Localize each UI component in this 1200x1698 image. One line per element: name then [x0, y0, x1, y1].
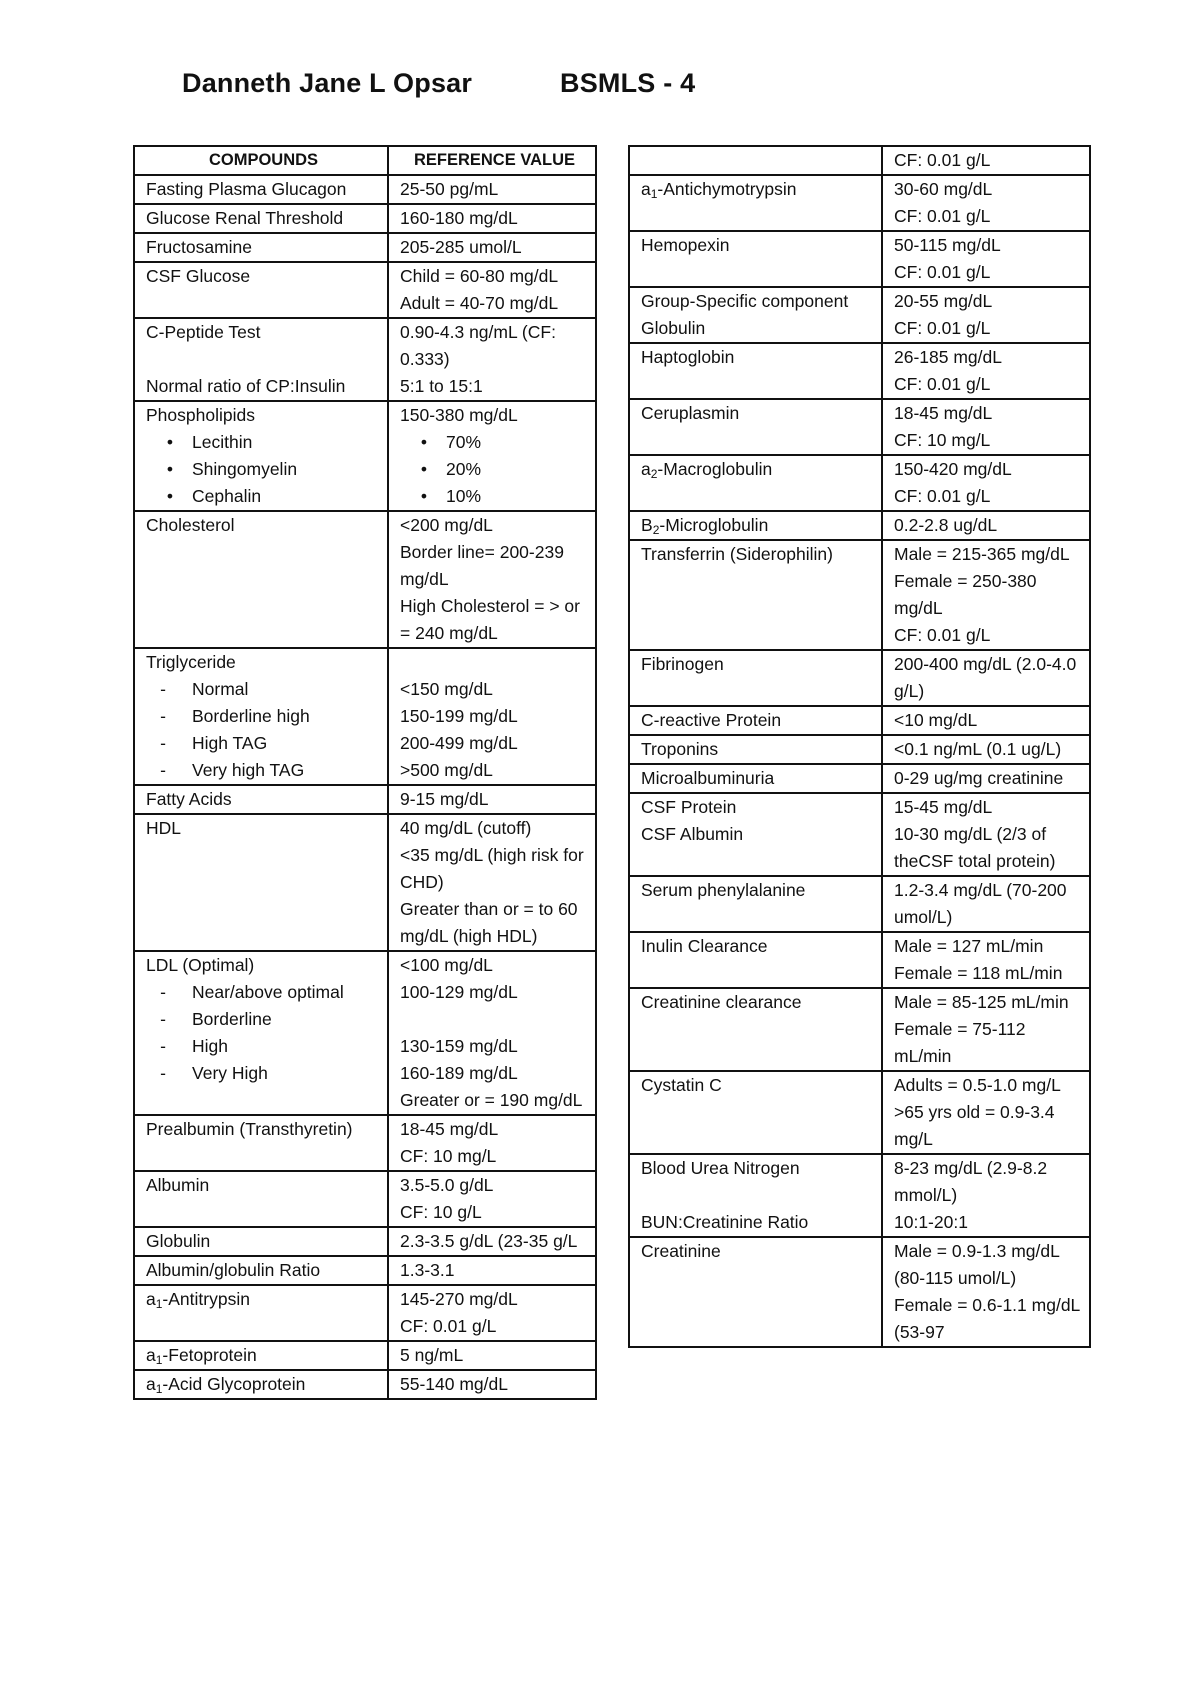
compound-cell	[629, 876, 882, 932]
list-item-text: 10%	[446, 486, 482, 506]
cell-line: 5:1 to 15:1	[400, 376, 483, 396]
reference-value-cell	[882, 175, 1090, 231]
list-item	[146, 456, 381, 483]
list-item	[146, 483, 381, 510]
reference-value-cell	[882, 988, 1090, 1071]
compound-cell	[629, 455, 882, 511]
list-item	[400, 429, 589, 456]
cell-line	[146, 1342, 381, 1369]
cell-line: 3.5-5.0 g/dL	[400, 1175, 494, 1195]
cell-line: Female = 0.6-1.1 mg/dL (53-97	[894, 1295, 1085, 1342]
cell-line: 1.3-3.1	[400, 1260, 455, 1280]
cell-line: High Cholesterol = > or = 240 mg/dL	[400, 596, 585, 643]
cell-line: Prealbumin (Transthyretin)	[146, 1119, 353, 1139]
compound-cell	[629, 343, 882, 399]
list-item	[146, 1033, 381, 1060]
compound-cell	[134, 1341, 388, 1370]
reference-value-cell	[882, 932, 1090, 988]
table-row	[134, 233, 596, 262]
course-label: BSMLS - 4	[560, 68, 696, 98]
table-row	[134, 951, 596, 1115]
table-row	[629, 287, 1090, 343]
cell-line: 150-380 mg/dL	[400, 405, 518, 425]
compound-cell	[629, 988, 882, 1071]
compound-cell	[134, 262, 388, 318]
reference-value-cell	[388, 1285, 596, 1341]
cell-line: Blood Urea Nitrogen	[641, 1158, 800, 1178]
cell-line: Glucose Renal Threshold	[146, 208, 344, 228]
bullet-icon: •	[166, 432, 174, 452]
cell-line: 10:1-20:1	[894, 1212, 968, 1232]
compound-cell	[629, 650, 882, 706]
cell-line: 5 ng/mL	[400, 1345, 464, 1365]
table-row	[629, 793, 1090, 876]
list-item	[400, 483, 589, 510]
cell-line	[641, 176, 875, 203]
subscript: 1	[155, 1297, 163, 1311]
cell-line: 18-45 mg/dL	[894, 403, 993, 423]
compound-cell	[629, 1154, 882, 1237]
reference-value-cell	[882, 735, 1090, 764]
table-row	[629, 650, 1090, 706]
bullet-icon: •	[420, 459, 428, 479]
reference-value-cell	[882, 231, 1090, 287]
table-row	[629, 231, 1090, 287]
cell-line	[641, 147, 875, 174]
table-row	[629, 1071, 1090, 1154]
compound-cell	[134, 1227, 388, 1256]
cell-line: 15-45 mg/dL	[894, 797, 993, 817]
cell-line: 1.2-3.4 mg/dL (70-200 umol/L)	[894, 880, 1072, 927]
subscript: 1	[650, 187, 658, 201]
list-item-text: High TAG	[192, 733, 268, 753]
list-item-text: 20%	[446, 459, 482, 479]
list-item-text: Shingomyelin	[192, 459, 298, 479]
left-table-body	[134, 175, 596, 1399]
cell-line: CF: 0.01 g/L	[894, 374, 991, 394]
cell-line: Fasting Plasma Glucagon	[146, 179, 347, 199]
list-item	[146, 676, 381, 703]
cell-line: 10-30 mg/dL (2/3 of theCSF total protein)	[894, 824, 1056, 871]
cell-line: C-reactive Protein	[641, 710, 782, 730]
cell-line: 0-29 ug/mg creatinine	[894, 768, 1064, 788]
dash-mark: -	[160, 1009, 166, 1029]
dash-mark: -	[160, 760, 166, 780]
compound-cell	[629, 1237, 882, 1347]
cell-line: Creatinine clearance	[641, 992, 802, 1012]
reference-value-cell	[388, 318, 596, 401]
reference-value-cell	[882, 455, 1090, 511]
table-row	[134, 1256, 596, 1285]
cell-line: Adult = 40-70 mg/dL	[400, 293, 559, 313]
compound-cell	[629, 231, 882, 287]
cell-line: CF: 0.01 g/L	[894, 150, 991, 170]
table-row	[629, 932, 1090, 988]
cell-line: CF: 0.01 g/L	[894, 206, 991, 226]
bullet-icon: •	[166, 486, 174, 506]
cell-line: Troponins	[641, 739, 719, 759]
table-row	[629, 146, 1090, 175]
compound-cell	[134, 511, 388, 648]
cell-line: Triglyceride	[146, 652, 236, 672]
compound-cell	[134, 175, 388, 204]
cell-line: 9-15 mg/dL	[400, 789, 489, 809]
cell-line: 130-159 mg/dL	[400, 1036, 518, 1056]
cell-line: Male = 127 mL/min	[894, 936, 1044, 956]
cell-line: 160-189 mg/dL	[400, 1063, 518, 1083]
subscript: 2	[650, 467, 658, 481]
cell-line: Greater or = 190 mg/dL	[400, 1090, 583, 1110]
cell-line: CF: 10 mg/L	[894, 430, 991, 450]
reference-value-cell	[388, 401, 596, 511]
cell-line: >65 yrs old = 0.9-3.4 mg/L	[894, 1102, 1060, 1149]
cell-line: 150-199 mg/dL	[400, 706, 518, 726]
table-row	[134, 1227, 596, 1256]
cell-line: >500 mg/dL	[400, 760, 493, 780]
cell-line: CF: 0.01 g/L	[894, 318, 991, 338]
cell-line: Male = 215-365 mg/dL	[894, 544, 1070, 564]
cell-line: 200-499 mg/dL	[400, 733, 518, 753]
table-row	[629, 988, 1090, 1071]
name-rest: -Antitrypsin	[162, 1289, 250, 1309]
cell-line: 18-45 mg/dL	[400, 1119, 499, 1139]
cell-line: Haptoglobin	[641, 347, 735, 367]
compound-cell	[134, 1285, 388, 1341]
reference-table-left	[133, 145, 597, 1400]
cell-line: 100-129 mg/dL	[400, 982, 518, 1002]
cell-line: BUN:Creatinine Ratio	[641, 1212, 809, 1232]
cell-line: 30-60 mg/dL	[894, 179, 993, 199]
symbol: B	[641, 515, 653, 535]
table-row	[629, 764, 1090, 793]
dash-mark: -	[160, 706, 166, 726]
cell-line: 55-140 mg/dL	[400, 1374, 508, 1394]
symbol: a	[641, 179, 651, 199]
list-item	[146, 703, 381, 730]
cell-line: CSF Glucose	[146, 266, 251, 286]
dash-mark: -	[160, 982, 166, 1002]
name-rest: -Macroglobulin	[657, 459, 773, 479]
reference-value-cell	[388, 233, 596, 262]
name-rest: -Microglobulin	[659, 515, 769, 535]
cell-line: Fibrinogen	[641, 654, 724, 674]
cell-line: Albumin/globulin Ratio	[146, 1260, 321, 1280]
cell-line: <100 mg/dL	[400, 955, 493, 975]
compound-cell	[134, 1171, 388, 1227]
reference-value-cell	[388, 175, 596, 204]
cell-line: 40 mg/dL (cutoff)	[400, 818, 532, 838]
reference-value-cell	[388, 814, 596, 951]
cell-line: Globulin	[146, 1231, 211, 1251]
cell-line: <0.1 ng/mL (0.1 ug/L)	[894, 739, 1062, 759]
cell-line: <200 mg/dL	[400, 515, 493, 535]
cell-line: Adults = 0.5-1.0 mg/L	[894, 1075, 1061, 1095]
cell-line: CSF Protein	[641, 797, 737, 817]
table-row	[134, 1341, 596, 1370]
list-item-text: 70%	[446, 432, 482, 452]
reference-value-cell	[388, 1370, 596, 1399]
cell-line: 0.2-2.8 ug/dL	[894, 515, 998, 535]
cell-line: Creatinine	[641, 1241, 721, 1261]
list-item-text: Borderline high	[192, 706, 310, 726]
reference-value-cell	[882, 540, 1090, 650]
compound-cell	[134, 401, 388, 511]
compound-cell	[629, 287, 882, 343]
compound-cell	[134, 233, 388, 262]
right-table-body	[629, 146, 1090, 1347]
reference-value-cell	[882, 793, 1090, 876]
table-row	[629, 735, 1090, 764]
compound-cell	[629, 735, 882, 764]
reference-value-cell	[388, 1171, 596, 1227]
table-row	[629, 706, 1090, 735]
table-row	[134, 648, 596, 785]
compound-cell	[134, 814, 388, 951]
cell-line	[146, 1286, 381, 1313]
student-name: Danneth Jane L Opsar	[182, 68, 473, 98]
table-row	[629, 540, 1090, 650]
reference-value-cell	[388, 785, 596, 814]
cell-line: 2.3-3.5 g/dL (23-35 g/L	[400, 1231, 578, 1251]
compound-cell	[629, 399, 882, 455]
table-row	[134, 1370, 596, 1399]
reference-value-cell	[388, 1256, 596, 1285]
cell-line: Group-Specific component Globulin	[641, 291, 854, 338]
list-item-text: Normal	[192, 679, 249, 699]
cell-line: Female = 75-112 mL/min	[894, 1019, 1031, 1066]
table-row	[629, 1237, 1090, 1347]
list-item-text: Borderline	[192, 1009, 272, 1029]
symbol: a	[641, 459, 651, 479]
reference-value-cell	[388, 1341, 596, 1370]
table-row	[629, 876, 1090, 932]
cell-line: Albumin	[146, 1175, 210, 1195]
dash-mark: -	[160, 1036, 166, 1056]
name-rest: -Acid Glycoprotein	[162, 1374, 306, 1394]
table-row	[629, 511, 1090, 540]
subscript: 1	[155, 1353, 163, 1367]
reference-value-cell	[388, 1115, 596, 1171]
reference-value-cell	[388, 204, 596, 233]
cell-line: Fatty Acids	[146, 789, 232, 809]
cell-line: C-Peptide Test	[146, 322, 261, 342]
compound-cell	[134, 785, 388, 814]
cell-line: Inulin Clearance	[641, 936, 768, 956]
table-row	[134, 814, 596, 951]
dash-mark: -	[160, 679, 166, 699]
compounds-header: COMPOUNDS	[134, 146, 388, 175]
reference-value-cell	[882, 764, 1090, 793]
cell-line: Border line= 200-239 mg/dL	[400, 542, 569, 589]
cell-line: 50-115 mg/dL	[894, 235, 1001, 255]
cell-line: CF: 0.01 g/L	[894, 486, 991, 506]
list-item-text: High	[192, 1036, 228, 1056]
compound-cell	[134, 204, 388, 233]
compound-cell	[629, 932, 882, 988]
cell-line: Male = 85-125 mL/min	[894, 992, 1069, 1012]
cell-line: <10 mg/dL	[894, 710, 978, 730]
table-row	[134, 262, 596, 318]
table-row	[134, 785, 596, 814]
reference-value-cell	[882, 146, 1090, 175]
reference-value-cell	[388, 262, 596, 318]
name-rest: -Antichymotrypsin	[657, 179, 797, 199]
list-item	[146, 429, 381, 456]
compound-cell	[629, 764, 882, 793]
symbol: a	[146, 1345, 156, 1365]
list-item	[400, 456, 589, 483]
reference-value-cell	[882, 650, 1090, 706]
cell-line: Child = 60-80 mg/dL	[400, 266, 559, 286]
cell-line	[146, 346, 381, 373]
cell-line	[400, 649, 589, 676]
cell-line: Male = 0.9-1.3 mg/dL (80-115 umol/L)	[894, 1241, 1065, 1288]
list-item-text: Near/above optimal	[192, 982, 344, 1002]
table-row	[134, 401, 596, 511]
reference-value-cell	[882, 287, 1090, 343]
cell-line: 160-180 mg/dL	[400, 208, 518, 228]
cell-line: CF: 10 g/L	[400, 1202, 482, 1222]
cell-line: CSF Albumin	[641, 824, 744, 844]
table-row	[629, 1154, 1090, 1237]
cell-line: 150-420 mg/dL	[894, 459, 1012, 479]
compound-cell	[629, 175, 882, 231]
reference-value-cell	[388, 951, 596, 1115]
cell-line: <35 mg/dL (high risk for CHD)	[400, 845, 589, 892]
cell-line: Female = 250-380 mg/dL	[894, 571, 1042, 618]
symbol: a	[146, 1289, 156, 1309]
dash-mark: -	[160, 1063, 166, 1083]
reference-value-cell	[388, 1227, 596, 1256]
table-row	[134, 1285, 596, 1341]
name-rest: -Fetoprotein	[162, 1345, 257, 1365]
cell-line: CF: 0.01 g/L	[894, 262, 991, 282]
cell-line: LDL (Optimal)	[146, 955, 255, 975]
cell-line: Microalbuminuria	[641, 768, 775, 788]
symbol: a	[146, 1374, 156, 1394]
table-row	[629, 343, 1090, 399]
compound-cell	[629, 540, 882, 650]
cell-line: Ceruplasmin	[641, 403, 740, 423]
cell-line: CF: 0.01 g/L	[894, 625, 991, 645]
cell-line	[641, 456, 875, 483]
page-header	[182, 68, 696, 99]
reference-value-cell	[882, 399, 1090, 455]
compound-cell	[629, 1071, 882, 1154]
reference-value-header: REFERENCE VALUE	[388, 146, 596, 175]
compound-cell	[134, 318, 388, 401]
cell-line: Transferrin (Siderophilin)	[641, 544, 833, 564]
cell-line: Greater than or = to 60 mg/dL (high HDL)	[400, 899, 583, 946]
list-item	[146, 1060, 381, 1087]
compound-cell	[134, 1370, 388, 1399]
reference-value-cell	[882, 1237, 1090, 1347]
bullet-icon: •	[166, 459, 174, 479]
table-row	[134, 175, 596, 204]
compound-cell	[629, 146, 882, 175]
cell-line: Female = 118 mL/min	[894, 963, 1063, 983]
cell-line: Phospholipids	[146, 405, 255, 425]
list-item-text: Lecithin	[192, 432, 253, 452]
reference-table-right	[628, 145, 1091, 1348]
cell-line	[641, 1182, 875, 1209]
table-row	[134, 511, 596, 648]
table-row	[134, 318, 596, 401]
compound-cell	[629, 706, 882, 735]
table-row	[629, 175, 1090, 231]
compound-cell	[134, 951, 388, 1115]
compound-cell	[134, 648, 388, 785]
reference-value-cell	[882, 343, 1090, 399]
cell-line: 20-55 mg/dL	[894, 291, 993, 311]
cell-line: Fructosamine	[146, 237, 253, 257]
list-item	[146, 1006, 381, 1033]
reference-value-cell	[388, 511, 596, 648]
dash-mark: -	[160, 733, 166, 753]
list-item-text: Cephalin	[192, 486, 262, 506]
cell-line: 205-285 umol/L	[400, 237, 522, 257]
cell-line: 8-23 mg/dL (2.9-8.2 mmol/L)	[894, 1158, 1052, 1205]
reference-value-cell	[882, 706, 1090, 735]
cell-line: Cystatin C	[641, 1075, 722, 1095]
compound-cell	[134, 1256, 388, 1285]
table-header-row	[134, 146, 596, 175]
cell-line: 0.90-4.3 ng/mL (CF: 0.333)	[400, 322, 561, 369]
cell-line: HDL	[146, 818, 182, 838]
subscript: 2	[652, 523, 660, 537]
cell-line: CF: 10 mg/L	[400, 1146, 497, 1166]
table-row	[629, 455, 1090, 511]
table-row	[134, 204, 596, 233]
list-item	[146, 979, 381, 1006]
cell-line: Normal ratio of CP:Insulin	[146, 376, 346, 396]
compound-cell	[629, 511, 882, 540]
cell-line: 200-400 mg/dL (2.0-4.0 g/L)	[894, 654, 1082, 701]
cell-line: CF: 0.01 g/L	[400, 1316, 497, 1336]
cell-line: 26-185 mg/dL	[894, 347, 1002, 367]
bullet-icon: •	[420, 486, 428, 506]
reference-value-cell	[882, 511, 1090, 540]
list-item-text: Very high TAG	[192, 760, 305, 780]
cell-line: Cholesterol	[146, 515, 235, 535]
table-row	[629, 399, 1090, 455]
cell-line: <150 mg/dL	[400, 679, 493, 699]
reference-value-cell	[388, 648, 596, 785]
table-row	[134, 1171, 596, 1227]
cell-line	[641, 512, 875, 539]
cell-line	[400, 1006, 589, 1033]
list-item-text: Very High	[192, 1063, 268, 1083]
cell-line: Hemopexin	[641, 235, 730, 255]
compound-cell	[134, 1115, 388, 1171]
table-row	[134, 1115, 596, 1171]
cell-line: 25-50 pg/mL	[400, 179, 499, 199]
reference-value-cell	[882, 1154, 1090, 1237]
cell-line: Serum phenylalanine	[641, 880, 806, 900]
subscript: 1	[155, 1382, 163, 1396]
reference-value-cell	[882, 1071, 1090, 1154]
compound-cell	[629, 793, 882, 876]
list-item	[146, 730, 381, 757]
cell-line: 145-270 mg/dL	[400, 1289, 518, 1309]
bullet-icon: •	[420, 432, 428, 452]
reference-value-cell	[882, 876, 1090, 932]
cell-line	[146, 1371, 381, 1398]
list-item	[146, 757, 381, 784]
